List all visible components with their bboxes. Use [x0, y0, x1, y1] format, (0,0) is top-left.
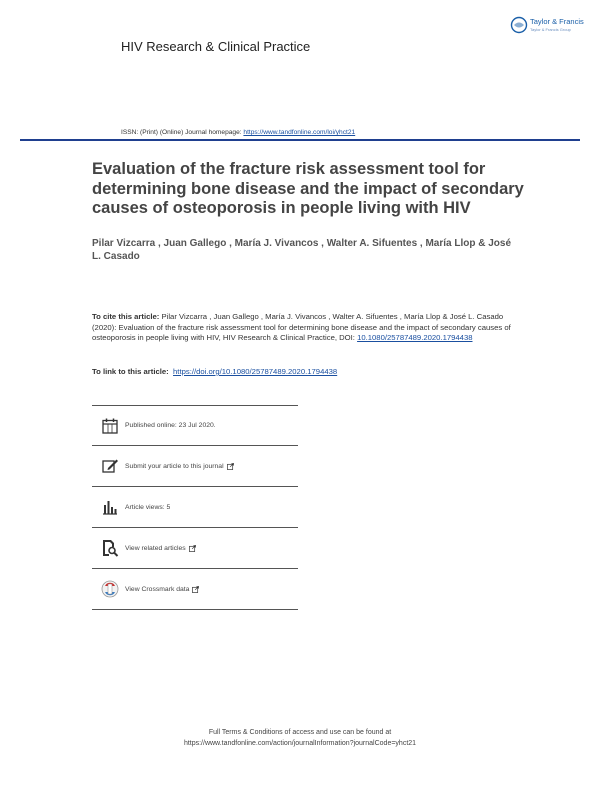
footer-terms-text: Full Terms & Conditions of access and use can be found at: [208, 729, 392, 736]
bar-chart-icon: [101, 498, 119, 516]
footer: [100, 727, 500, 749]
submit-row[interactable]: [92, 446, 298, 487]
citation-block: [92, 312, 512, 344]
publisher-logo-icon: [510, 16, 528, 34]
citation-text: Pilar Vizcarra , Juan Gallego , María J. Vivancos , Walter A. Sifuentes , María Llop & José L. Casado (2020): Evaluation of the fracture risk assessment tool for determining bone disease and the impact of secondary causes of osteoporosis in people living with HIV, HIV Research & Clinical Practice, DOI:: [92, 312, 511, 342]
external-link-icon: [192, 586, 199, 593]
related-articles-link[interactable]: View related articles: [125, 544, 186, 552]
published-date: Published online: 23 Jul 2020.: [125, 422, 216, 429]
publisher-logo[interactable]: [510, 16, 590, 40]
crossmark-row[interactable]: [92, 569, 298, 610]
crossmark-icon: [101, 580, 119, 598]
journal-homepage-link[interactable]: https://www.tandfonline.com/loi/yhct21: [243, 129, 356, 136]
citation-doi-link[interactable]: 10.1080/25787489.2020.1794438: [357, 333, 473, 342]
publisher-name: Taylor & Francis: [530, 17, 584, 26]
article-doi-link[interactable]: https://doi.org/10.1080/25787489.2020.1794438: [173, 367, 338, 376]
related-row[interactable]: [92, 528, 298, 569]
citation-label: To cite this article:: [92, 312, 160, 321]
header-divider: [20, 139, 580, 141]
views-row: [92, 487, 298, 528]
article-link-block: [92, 367, 512, 376]
footer-terms-link[interactable]: https://www.tandfonline.com/action/journalInformation?journalCode=yhct21: [183, 740, 417, 747]
external-link-icon: [227, 463, 234, 470]
article-info-list: [92, 405, 298, 610]
edit-icon: [101, 457, 119, 475]
calendar-icon: [101, 417, 119, 435]
journal-title: HIV Research & Clinical Practice: [121, 39, 311, 54]
article-views: Article views: 5: [125, 503, 171, 511]
article-title: Evaluation of the fracture risk assessment tool for determining bone disease and the impact of secondary causes of osteoporosis in people living with HIV: [92, 160, 524, 217]
article-authors: Pilar Vizcarra , Juan Gallego , María J. Vivancos , Walter A. Sifuentes , María Llop & José L. Casado: [92, 238, 512, 262]
crossmark-link[interactable]: View Crossmark data: [125, 585, 190, 593]
publisher-subname: Taylor & Francis Group: [530, 27, 571, 32]
related-search-icon: [101, 539, 119, 557]
external-link-icon: [189, 545, 196, 552]
article-link-label: To link to this article:: [92, 367, 169, 376]
submit-article-link[interactable]: Submit your article to this journal: [125, 462, 224, 470]
issn-line: [121, 129, 355, 136]
published-row: [92, 405, 298, 446]
issn-text: ISSN: (Print) (Online) Journal homepage:: [121, 129, 244, 136]
